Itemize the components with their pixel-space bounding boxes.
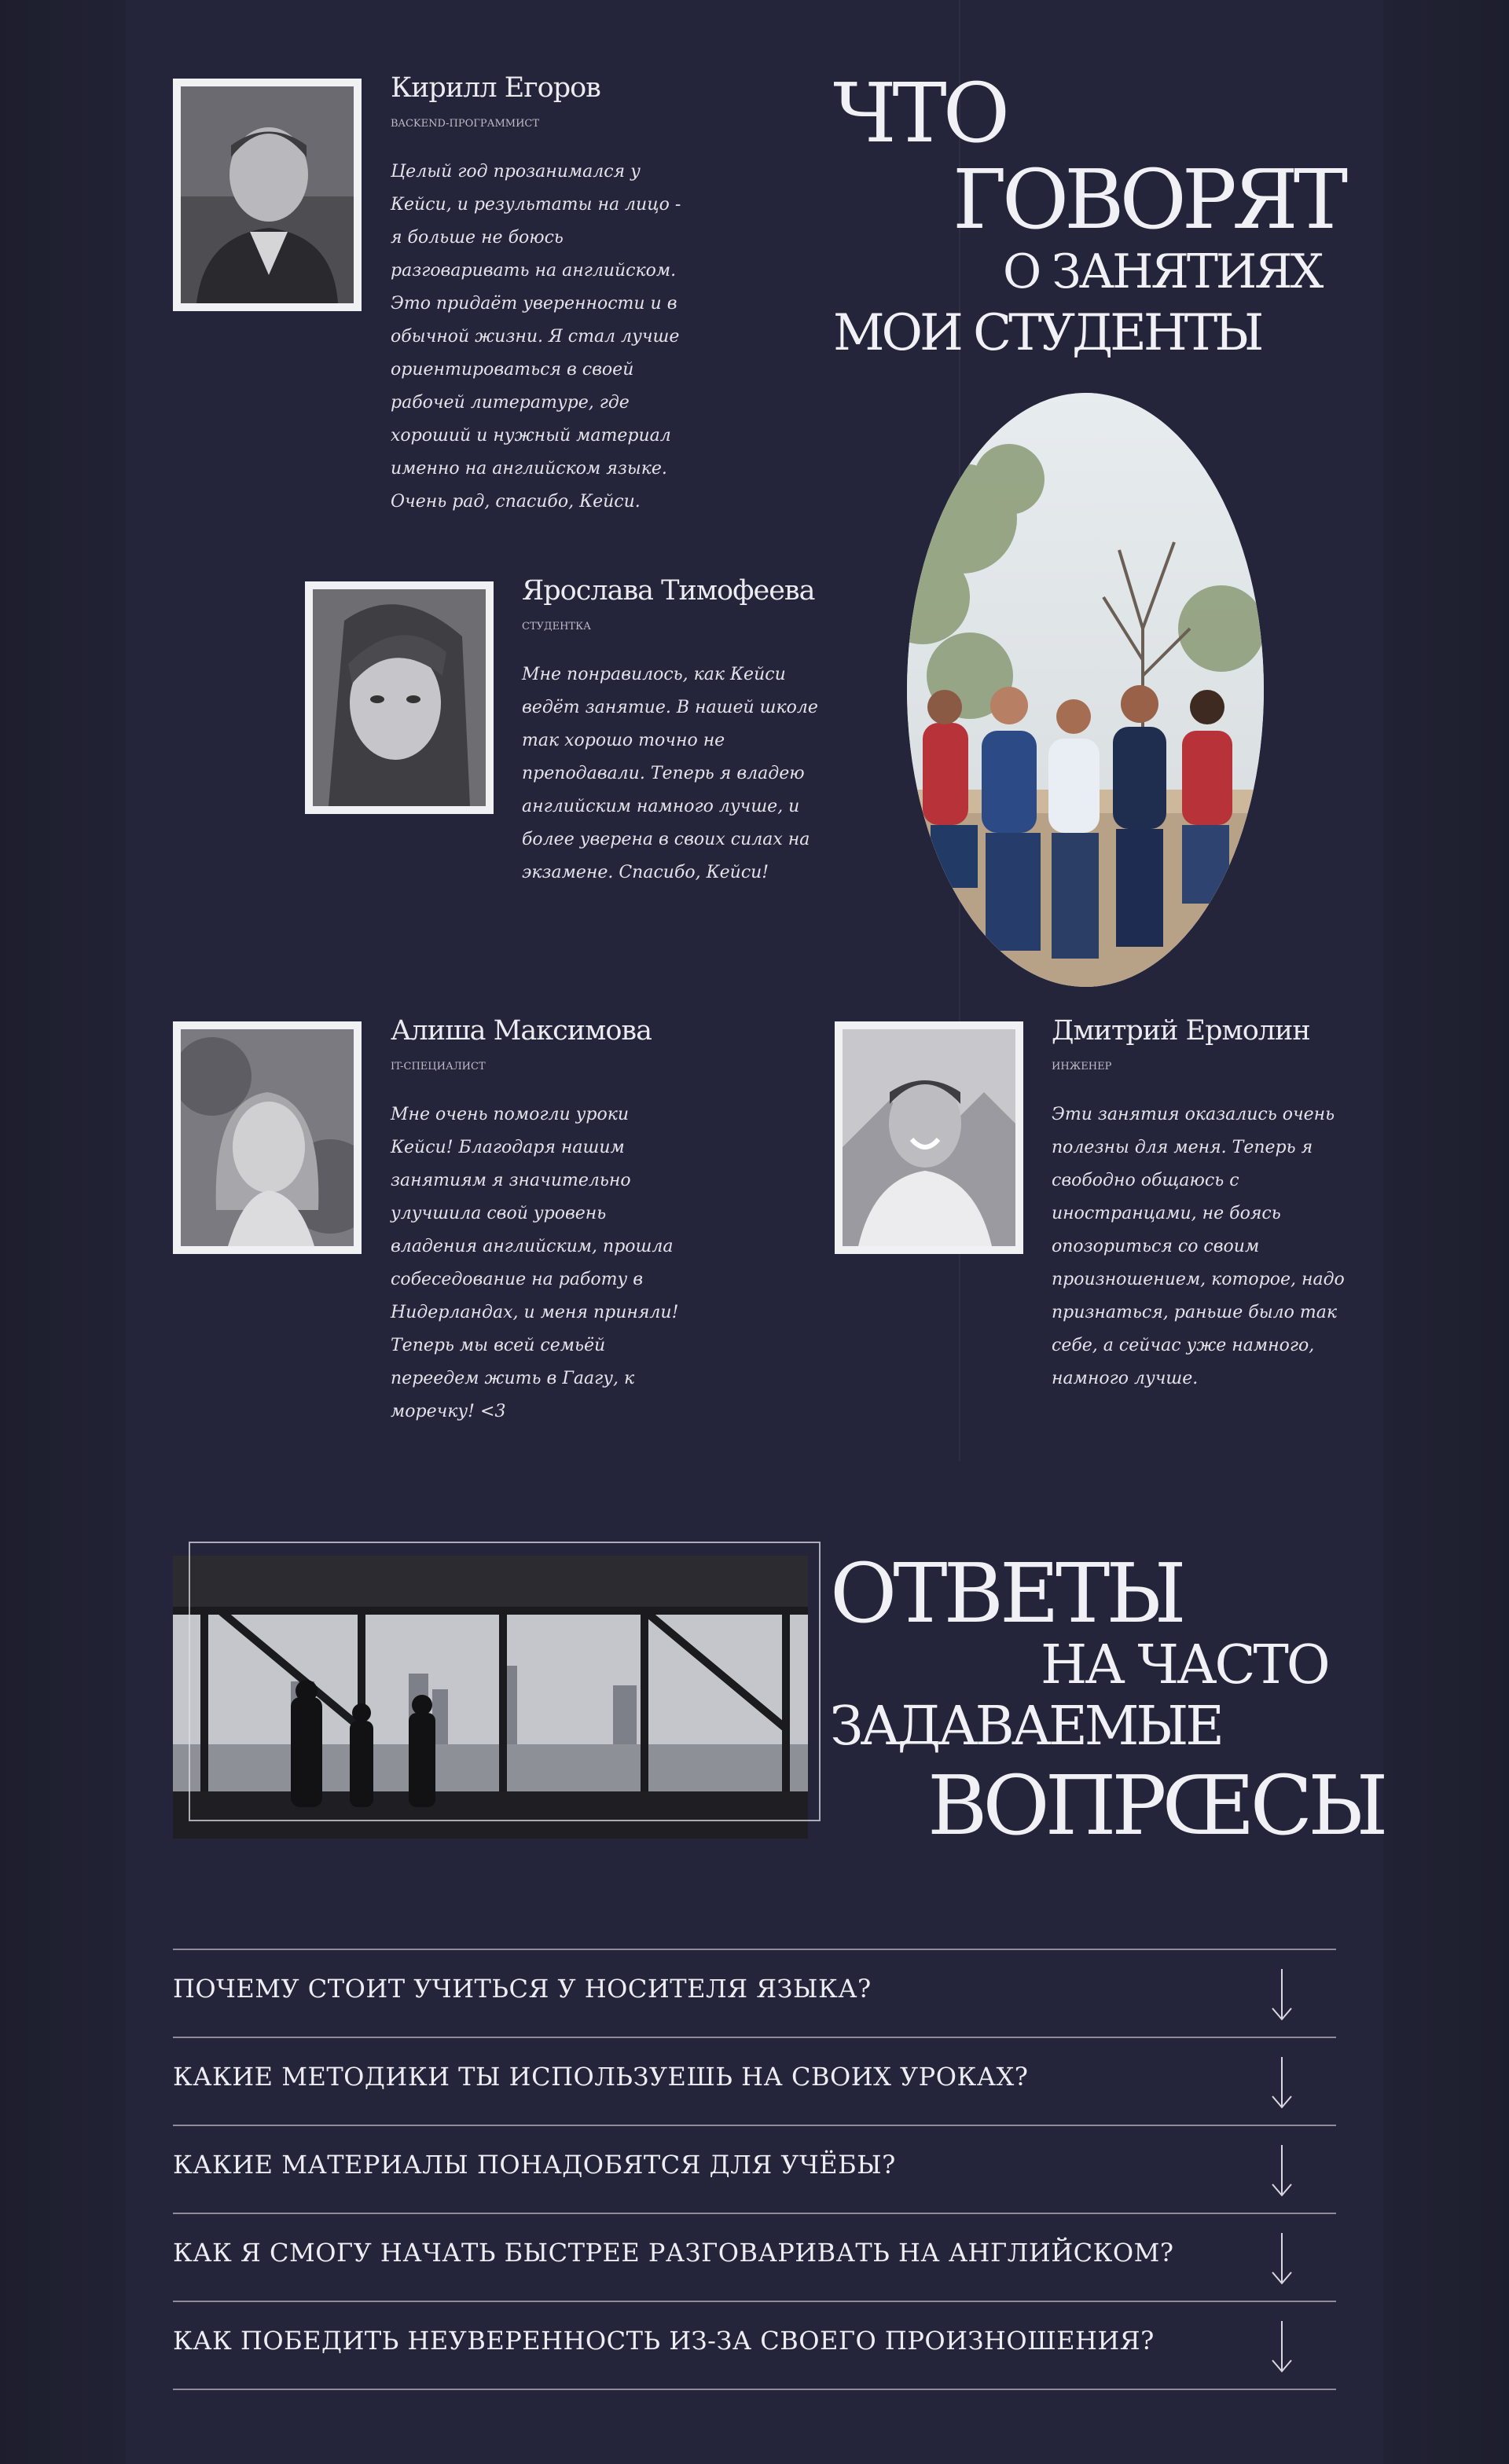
testimonial-photo	[305, 581, 494, 814]
reviews-heading-line-2: ГОВОРЯТ	[953, 152, 1344, 248]
faq-heading-line-4-end: СЫ	[1250, 1758, 1384, 1854]
testimonial-photo	[835, 1021, 1023, 1254]
faq-heading-ligature: Œ	[1162, 1758, 1250, 1854]
testimonial-photo	[173, 79, 362, 311]
faq-heading-line-4-start: ВОПР	[927, 1758, 1162, 1854]
faq-photo-outline	[189, 1542, 821, 1821]
testimonial-text: Целый год прозанимался у Кейси, и результаты на лицо - я больше не боюсь разговаривать на английском. Это придаёт уверенности и в обычной жизни. Я стал лучше ориентироваться в своей рабочей литературе, где хороший и нужный материал именно на английском языке. Очень рад, спасибо, Кейси.	[391, 162, 681, 512]
testimonial-name: Дмитрий Ермолин	[1052, 1015, 1310, 1047]
faq-question: КАКИЕ МАТЕРИАЛЫ ПОНАДОБЯТСЯ ДЛЯ УЧЁБЫ?	[173, 2150, 896, 2180]
faq-question: КАК ПОБЕДИТЬ НЕУВЕРЕННОСТЬ ИЗ-ЗА СВОЕГО ПРОИЗНОШЕНИЯ?	[173, 2326, 1155, 2356]
faq-item[interactable]	[173, 2038, 1336, 2126]
testimonial-photo	[173, 1021, 362, 1254]
faq-question: КАКИЕ МЕТОДИКИ ТЫ ИСПОЛЬЗУЕШЬ НА СВОИХ УРОКАХ?	[173, 2062, 1029, 2092]
testimonial-role: СТУДЕНТКА	[522, 621, 591, 632]
reviews-heading-line-1: ЧТО	[833, 65, 1007, 161]
faq-divider	[173, 2389, 1336, 2390]
arrow-down-icon[interactable]	[1270, 1969, 1294, 2022]
arrow-down-icon[interactable]	[1270, 2233, 1294, 2286]
faq-heading-line-3: ЗАДАВАЕМЫЕ	[830, 1696, 1221, 1758]
faq-item[interactable]	[173, 2214, 1336, 2302]
faq-item[interactable]	[173, 1950, 1336, 2038]
faq-question: КАК Я СМОГУ НАЧАТЬ БЫСТРЕЕ РАЗГОВАРИВАТЬ НА АНГЛИЙСКОМ?	[173, 2238, 1174, 2268]
testimonial-text: Эти занятия оказались очень полезны для меня. Теперь я свободно общаюсь с иностранцами, не боясь опозориться со своим произношением, которое, надо признаться, раньше было так себе, а сейчас уже намного, намного лучше.	[1052, 1105, 1345, 1388]
students-group-photo	[907, 393, 1264, 987]
arrow-down-icon[interactable]	[1270, 2145, 1294, 2198]
arrow-down-icon[interactable]	[1270, 2321, 1294, 2374]
testimonial-role: ИНЖЕНЕР	[1052, 1061, 1112, 1072]
page-edge-right	[1383, 0, 1509, 2464]
faq-heading-line-4	[927, 1758, 1384, 1854]
testimonial-text: Мне понравилось, как Кейси ведёт занятие. В нашей школе так хорошо точно не преподавали. Теперь я владею английским намного лучше, и более уверена в своих силах на экзамене. Спасибо, Кейси!	[522, 665, 818, 882]
faq-heading-line-2: НА ЧАСТО	[1041, 1634, 1328, 1696]
faq-question: ПОЧЕМУ СТОИТ УЧИТЬСЯ У НОСИТЕЛЯ ЯЗЫКА?	[173, 1974, 872, 2004]
faq-item[interactable]	[173, 2126, 1336, 2214]
arrow-down-icon[interactable]	[1270, 2057, 1294, 2110]
testimonial-name: Кирилл Егоров	[391, 72, 600, 104]
testimonial-role: BACKEND-ПРОГРАММИСТ	[391, 118, 540, 130]
faq-item[interactable]	[173, 2302, 1336, 2390]
reviews-heading-line-4: МОИ СТУДЕНТЫ	[833, 304, 1261, 362]
testimonial-role: IT-СПЕЦИАЛИСТ	[391, 1061, 486, 1072]
faq-heading-line-1: ОТВЕТЫ	[830, 1546, 1183, 1641]
testimonial-name: Алиша Максимова	[391, 1015, 652, 1047]
page-edge-left	[0, 0, 126, 2464]
testimonial-text: Мне очень помогли уроки Кейси! Благодаря нашим занятиям я значительно улучшила свой уровень владения английским, прошла собеседование на работу в Нидерландах, и меня приняли! Теперь мы всей семьёй переедем жить в Гаагу, к моречку! <3	[391, 1105, 679, 1421]
reviews-heading-line-3: О ЗАНЯТИЯХ	[1003, 244, 1322, 299]
testimonial-name: Ярослава Тимофеева	[522, 575, 815, 607]
